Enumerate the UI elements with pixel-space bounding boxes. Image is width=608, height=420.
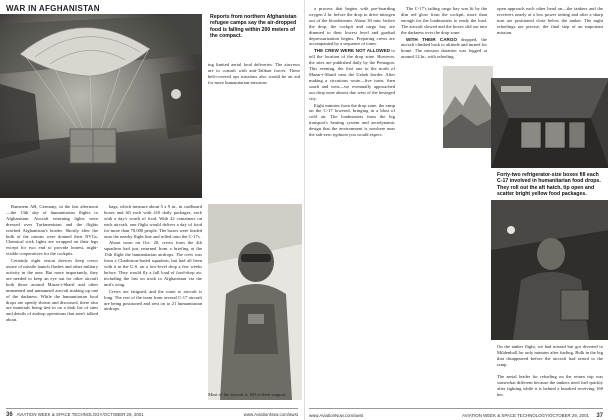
airdrop-night-photo [0,14,202,198]
crew-member-photo [208,204,302,400]
left-paragraph: Crews are fatigued, and the route to aircraft is long. The rest of the team from several C-17 aircraft are being positioned and sent on to 21 humanitarian airdrops. [104,288,202,312]
right-col1-body [309,6,395,406]
left-col2-body [104,204,202,404]
right-col3-caption-under: On the tanker flight, we had missed but got diverted to Mildenhall for only minutes after fueling. Bulk in the big that disappeared before the aircraft had raised to the ramp. [497,344,603,367]
right-paragraph [309,48,395,101]
left-col1-body [6,204,98,404]
footer-url[interactable]: www.AviationNow.com/awst [243,412,298,417]
right-paragraph [401,37,487,61]
footer-url[interactable]: www.AviationNow.com/awst [309,413,364,418]
left-paragraph: Ramstein AB, Germany, in the last afternoon—the 13th day of humanitarian flights to Afghanistan. Aircraft returning lights were dressed over Turkmenistan and the flights reached Afghanistan's border. Shortly after the bulk of the rations were donned their NVGs. Chemical stick lights are wrapped on their legs except for two end to provide honest, night-visible cooperatives for the cockpits. [6,204,98,257]
footer-rule [6,408,298,409]
cargo-photo-graphic [491,78,608,168]
loadmaster-photo-graphic [491,200,608,340]
mountain-photo-graphic [443,66,493,148]
subhead-continuation: to tell the location of the drop zone. However, the sites are published daily by the Pentagon. This evening, the first one to the north of Mazar-i-Sharif near the Uzbek border. After making a circuitous route—five turns, then south and west—we eventually approached our drop zone almost due west of the besieged city. [309,48,395,101]
left-col1-top-text: ing limited aerial food deliveries. The aircrews are to consult with anti-Taliban forces. These belt-covered ops missions also would be an aid for more humanitarian missions. [208,62,300,85]
left-paragraph: Certainly eight vision devices keep crews aware of missile launch flashes and other military activity in the area. But more importantly, they are needed to keep an eye out for other aircraft both those around Mazar-i-Sharif and other unmanned and unmanned aircraft making up one of the darkness. While the humanitarian food drops are openly shown and discussed, there also are materials being tied in on a dark list of sites and details of airdrop operations that aren't talked about. [6,258,98,323]
left-paragraph: About noon on Oct. 20, crews from the 4th squadron had just returned from a briefing at the 15th flight the humanitarian airdrops. The crew was from a Charleston-based squadron, but had all been with it in the U.S. on a low-level drop a few weeks before. They would fly a full load of food-drop air, including the last on track to Afghanistan via the unit's wing. [104,240,202,287]
right-paragraph: a process that begins with pre-boarding oxygen 2 hr. before the drop to drive nitrogen out of the bloodstream. About 30 min. before the drop, the cockpit and cargo bay are dimmed to their lowest level and gradual depressurization begins. Preparing crews are accompanied by a sequence of tones. [309,6,395,47]
left-footer [6,412,298,418]
top-caption: Reports from northern Afghanistan refugee camps say the air-dropped food is falling within 200 meters of the compact. [210,14,297,39]
subhead: THE CREW WERE NOT ALLOWED [314,48,390,54]
footer-publication: AVIATION WEEK & SPACE TECHNOLOGY/OCTOBER 29, 2001 [462,413,589,418]
cargo-bay-photo [491,78,608,168]
section-label: WAR IN AFGHANISTAN [6,4,100,13]
right-paragraph: The C-17's tailing cargo bay was lit by the dim red glow from the cockpit, more than enough for the loadmasters to ready the load. The aircraft slowed and the boxes slid out into the darkness over the drop zone. [401,6,487,35]
crew-photo-graphic [208,204,302,400]
footer-rule [309,408,603,409]
page-number: 36 [6,412,13,418]
mountain-photo [443,66,493,148]
subhead: WITH THEIR CARGO [406,36,458,42]
subhead-continuation: dropped, the aircraft climbed back to altitude and turned for home. The mission duration was logged at around 12 hr., with refueling. [401,36,487,60]
right-page [304,0,608,420]
footer-publication: AVIATION WEEK & SPACE TECHNOLOGY/OCTOBER 29, 2001 [16,412,144,417]
loadmaster-photo [491,200,608,340]
right-paragraph: Eight minutes from the drop zone, the ramp on the C-17 lowered, bringing in a blast of cold air. The loadmasters from the big transport's heating system and aerodynamic design that the environment is nowhere near the sub-zero typhoon you would expect. [309,102,395,138]
right-col3-bottom: The aerial leader for refueling on the return trip was somewhat different because the tankers need fuel quickly after fighting while it is behind a hundred receiving 160 ker. [497,374,603,397]
airdrop-photo-graphic [0,14,202,198]
right-col3-top-text: open approach each other head on—the tankers and the receivers nearly at a low power setting and after a sharp turn are positioned close below the tanker. The night refuelings are precise, the final step of an important mission. [497,6,603,35]
cargo-caption: Forty-two refrigerator-size boxes fill each C-17 involved in humanitarian food drops. They roll out the aft hatch, tip open and scatter bright yellow food packages. [497,172,601,197]
left-paragraph: bags, which measure about 5 x 9 in., in cardboard boxes and fill each with 410 daily packages, each with a day's worth of food. With 42 containers on each aircraft, one flight would deliver a day of food for more than 70,000 people. The boxes were loaded onto the nearby flight line and rolled onto the C-17s. [104,204,202,239]
page-number: 37 [596,413,603,419]
right-footer [309,413,603,418]
left-col3-text: Most of the aircraft is 100 of their support. [208,392,287,397]
